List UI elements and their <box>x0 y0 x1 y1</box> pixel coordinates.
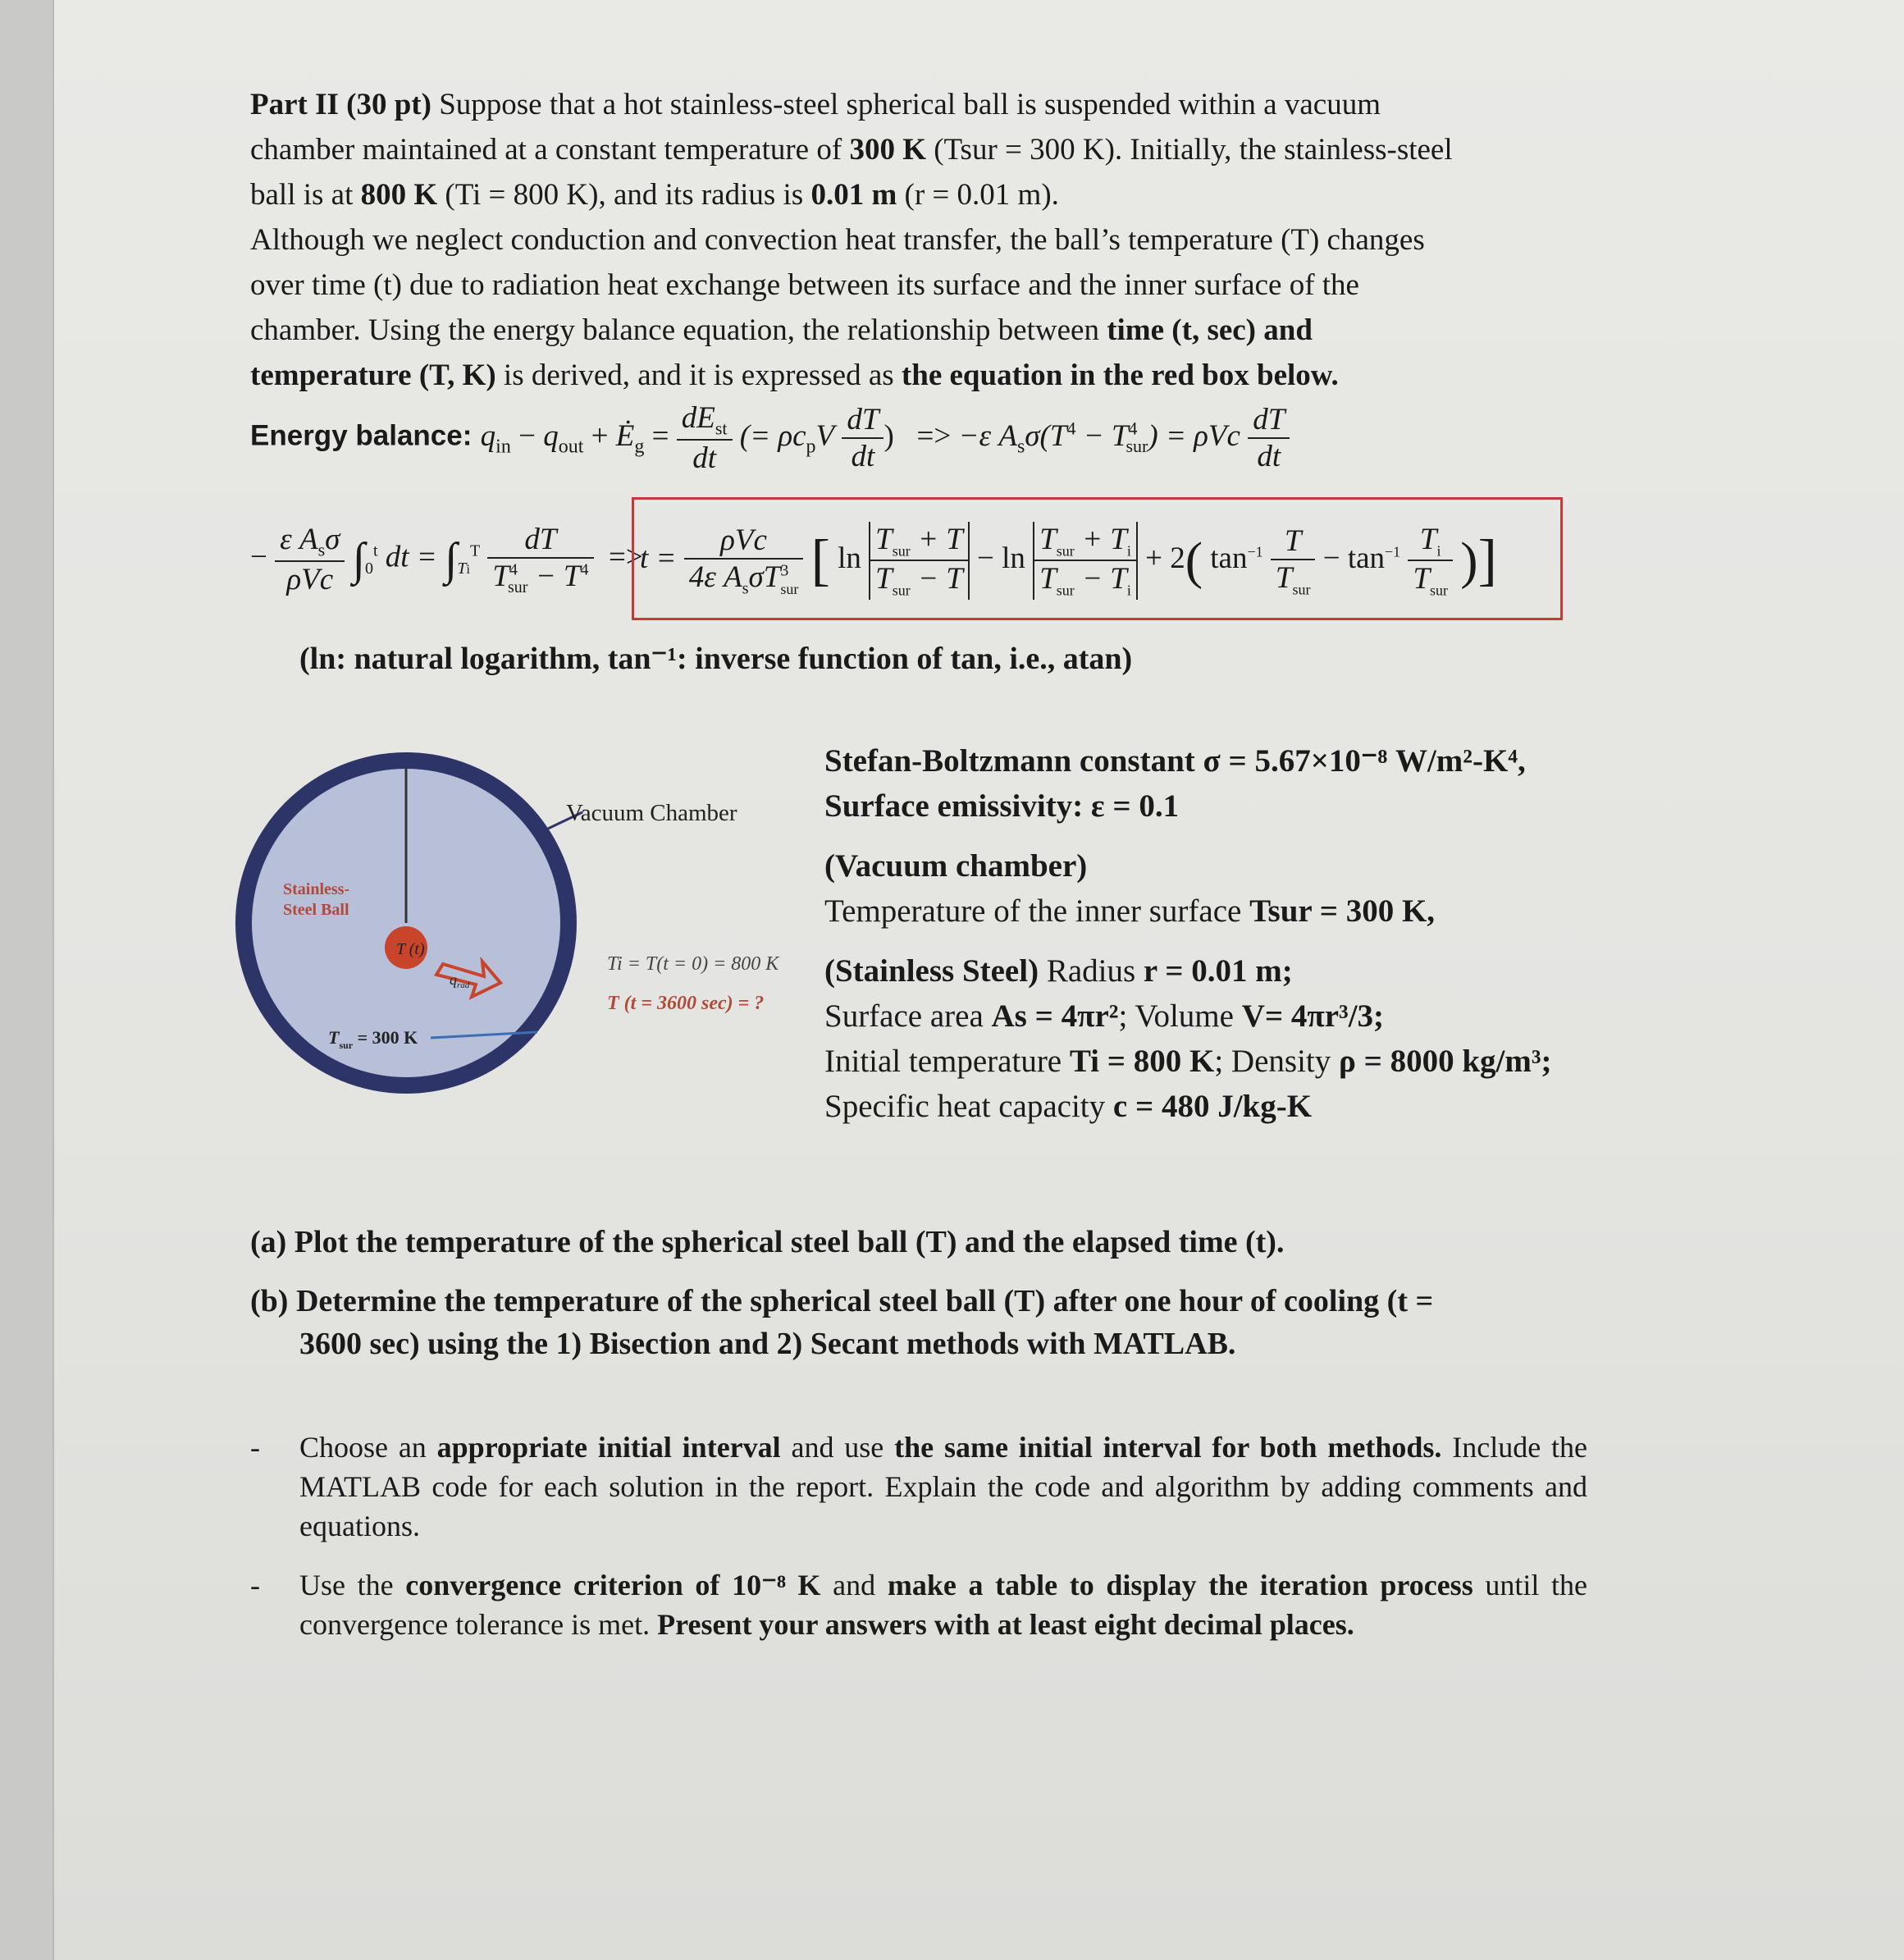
q-rad-label: $q_{rad}$ <box>450 971 470 990</box>
vacuum-chamber-label: Vacuum Chamber <box>566 800 737 826</box>
question-a: (a) Plot the temperature of the spherical steel ball (T) and the elapsed time (t). <box>250 1225 1285 1259</box>
ball-temperature-label: T (t) <box>396 940 425 958</box>
note-text: (ln: natural logarithm, tan⁻¹: inverse function of tan, i.e., atan) <box>299 642 1133 676</box>
ball-label-1: Stainless- <box>283 880 350 898</box>
vacuum-heading: (Vacuum chamber) <box>824 848 1088 884</box>
heat-capacity-param: Specific heat capacity c = 480 J/kg-K <box>824 1089 1313 1124</box>
radius-param: (Stainless Steel) Radius r = 0.01 m; <box>824 953 1293 989</box>
part-label: Part II (30 pt) <box>250 88 431 121</box>
vacuum-chamber-diagram <box>221 738 829 1099</box>
ball-label-2: Steel Ball <box>283 901 349 919</box>
intro-paragraph: Part II (30 pt) Suppose that a hot stainless-steel spherical ball is suspended within a vacuum chamber maintained at a constant temperature of 300 K (Tsur = 300 K). Initially, the stainless-steel ball is at 800 K (Ti = 800 K), and its radius is 0.01 m (r = 0.01 m). Although we neglect conduction and convection heat transfer, the ball’s temperature (T) changes over time (t) due to radiation heat exchange between its surface and the inner surface of the chamber. Using the energy balance equation, the relationship between time (t, sec) and temperature (T, K) is derived, and it is expressed as the equation in the red box below. <box>250 88 1453 392</box>
question-b: (b) Determine the temperature of the spherical steel ball (T) after one hour of cooling (t = 3600 sec) using the 1) Bisection and 2) Secant methods with MATLAB. <box>250 1284 1434 1361</box>
boxed-solution-equation: t = $\frac{\text{ρVc}}{4\varepsilon A_s\sigma T^3_{sur}}$ [ ln $\frac{T_{sur} + T}{T_{sur} - T}$ − ln $\frac{T_{sur} + T_i}{T_{sur} - T_i}$ + 2( $\tan^{-1}$ $\frac{T}{T_{sur}}$ − $\tan^{-1}$ $\frac{T_i}{T_{sur}}$ )] <box>640 523 1497 599</box>
stefan-boltzmann: Stefan-Boltzmann constant σ = 5.67×10⁻⁸ W/m²-K⁴, <box>824 743 1526 779</box>
bullet-convergence: - Use the convergence criterion of 10⁻⁸ K and make a table to display the iteration process until the convergence tolerance is met. Present your answers with at least eight decimal places. <box>250 1569 1587 1641</box>
area-volume-param: Surface area As = 4πr²; Volume V= 4πr³/3; <box>824 998 1385 1034</box>
initial-temp-density-param: Initial temperature Ti = 800 K; Density ρ = 8000 kg/m³; <box>824 1044 1552 1079</box>
emissivity: Surface emissivity: ε = 0.1 <box>824 788 1180 824</box>
tsur-label: $T_{sur} = 300$ K <box>328 1027 418 1051</box>
unknown-condition: T (t = 3600 sec) = ? <box>607 993 765 1014</box>
energy-balance-equation: Energy balance: $q_{in} - q_{out}$ + $Ė_g$ = $\frac{dE_{st}}{dt}$ (= $\rho c_pV$ $\frac{dT}{dt}$ ) => −ε $A_s\sigma(T^4 - T^4_{sur}) = \rho Vc$ $\frac{dT}{dt}$ <box>250 400 1290 476</box>
parameters-block <box>824 738 1552 1129</box>
integral-equation: − $\frac{\varepsilon A_s\sigma}{\text{ρVc}}$ $\int_0^t$ dt = $\int_{Ti}^T$ $\frac{dT}{T^4_{sur} - T^4}$ => <box>250 523 643 597</box>
bullet-interval: - Choose an appropriate initial interval and use the same initial interval for both methods. Include the MATLAB code for each solution in the report. Explain the code and algorithm by adding comments and equations. <box>250 1431 1588 1542</box>
tsur-param: Temperature of the inner surface Tsur = 300 K, <box>824 893 1436 929</box>
initial-condition: Ti = T(t = 0) = 800 K <box>607 953 779 975</box>
